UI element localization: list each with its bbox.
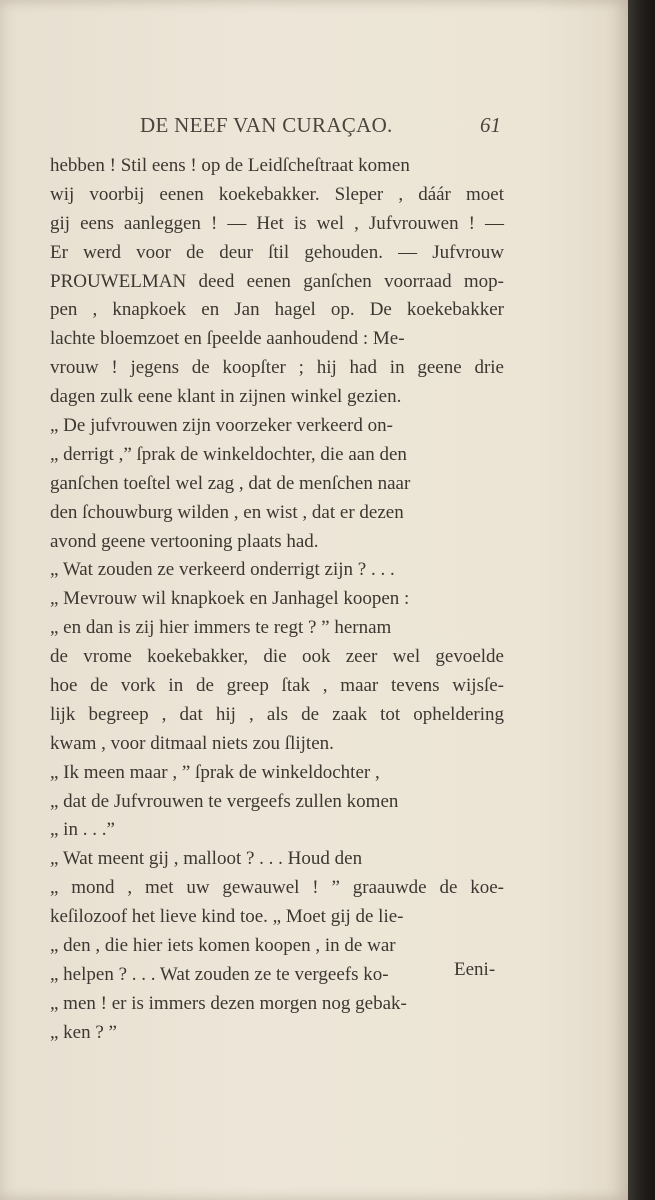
text-line: „ helpen ? . . . Wat zouden ze te vergeefs ko- <box>50 963 389 985</box>
text-line: „ Wat zouden ze verkeerd onderrigt zijn ? . . . <box>50 559 395 581</box>
text-line: gij eens aanleggen ! — Het is wel , Jufvrouwen ! — <box>50 212 504 234</box>
text-line: „ Ik meen maar , ” ſprak de winkeldochter , <box>50 761 380 783</box>
text-line: avond geene vertooning plaats had. <box>50 530 319 552</box>
text-line: „ derrigt ,” ſprak de winkeldochter, die aan den <box>50 443 407 465</box>
text-line: dagen zulk eene klant in zijnen winkel gezien. <box>50 386 402 408</box>
text-line: „ den , die hier iets komen koopen , in de war <box>50 935 396 957</box>
text-line: pen , knapkoek en Jan hagel op. De koekebakker <box>50 299 504 321</box>
page-header <box>140 113 501 143</box>
text-line: „ mond , met uw gewauwel ! ” graauwde de koe- <box>50 877 504 899</box>
text-line: vrouw ! jegens de koopſter ; hij had in geene drie <box>50 357 504 379</box>
text-line: lachte bloemzoet en ſpeelde aanhoudend : Me- <box>50 328 405 350</box>
text-line: keſilozoof het lieve kind toe. „ Moet gij de lie- <box>50 906 404 928</box>
running-title: DE NEEF VAN CURAÇAO. <box>140 113 393 137</box>
text-line: lijk begreep , dat hij , als de zaak tot opheldering <box>50 703 504 725</box>
text-line: hoe de vork in de greep ſtak , maar tevens wijsſe- <box>50 675 504 697</box>
text-line: „ Wat meent gij , malloot ? . . . Houd den <box>50 848 363 870</box>
catchword: Eeni- <box>454 959 496 980</box>
text-line: den ſchouwburg wilden , en wist , dat er dezen <box>50 501 404 523</box>
page-number: 61 <box>480 113 501 137</box>
text-line: „ ken ? ” <box>50 1021 117 1043</box>
text-line: hebben ! Stil eens ! op de Leidſcheſtraat komen <box>50 155 410 176</box>
text-line: ganſchen toeſtel wel zag , dat de menſchen naar <box>50 472 411 494</box>
text-line: wij voorbij eenen koekebakker. Sleper , dáár moet <box>50 183 504 205</box>
text-line: Er werd voor de deur ſtil gehouden. — Jufvrouw <box>50 241 504 263</box>
text-line: „ dat de Jufvrouwen te vergeefs zullen komen <box>50 790 399 812</box>
text-line: „ Mevrouw wil knapkoek en Janhagel koopen : <box>50 588 410 610</box>
text-line: „ in . . .” <box>50 819 115 841</box>
page-edge-shadow <box>628 0 655 1200</box>
text-line: de vrome koekebakker, die ook zeer wel gevoelde <box>50 646 504 668</box>
text-line: „ men ! er is immers dezen morgen nog gebak- <box>50 992 407 1014</box>
text-line: kwam , voor ditmaal niets zou ſlijten. <box>50 732 334 754</box>
text-line: „ en dan is zij hier immers te regt ? ” hernam <box>50 617 392 639</box>
text-line: PROUWELMAN deed eenen ganſchen voorraad mop- <box>50 270 504 292</box>
body-text <box>50 152 504 1048</box>
text-line: „ De jufvrouwen zijn voorzeker verkeerd on- <box>50 415 393 437</box>
